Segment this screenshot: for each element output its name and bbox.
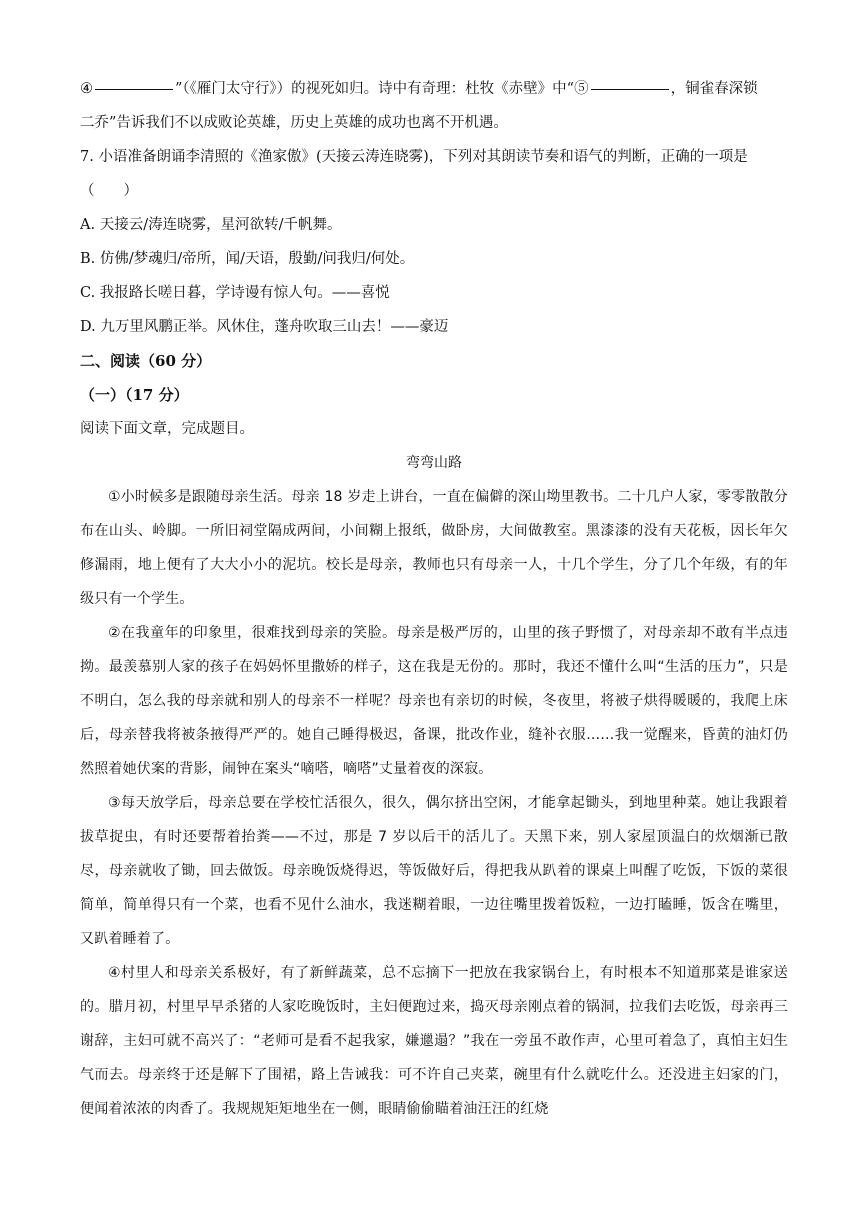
document-page: [80, 72, 788, 1126]
section-heading: 二、阅读（60 分）: [80, 352, 212, 370]
option-d: D. 九万里风鹏正举。风休住，蓬舟吹取三山去！——豪迈: [80, 319, 449, 335]
poem-fill-line-1: [80, 72, 788, 106]
article-paragraph-3: ③每天放学后，母亲总要在学校忙活很久，很久，偶尔挤出空闲，才能拿起锄头，到地里种菜。她让我跟着拔草捉虫，有时还要帮着抬粪——不过，那是 7 岁以后干的活儿了。天黑下来，别人家屋顶温白的炊烟渐已散尽，母亲就收了锄，回去做饭。母亲晚饭烧得迟，等饭做好后，得把我从趴着的课桌上叫醒了吃饭，下饭的菜很简单，简单得只有一个菜，也看不见什么油水，我迷糊着眼，一边往嘴里拨着饭粒，一边打瞌睡，饭含在嘴里，又趴着睡着了。: [80, 795, 788, 947]
answer-blank-5[interactable]: [591, 88, 669, 90]
article-paragraph-2: ②在我童年的印象里，很难找到母亲的笑脸。母亲是极严厉的，山里的孩子野惯了，对母亲却不敢有半点违拗。最羡慕别人家的孩子在妈妈怀里撒娇的样子，这在我是无份的。那时，我还不懂什么叫“生活的压力”，只是不明白，怎么我的母亲就和别人的母亲不一样呢？母亲也有亲切的时候，冬夜里，将被子烘得暖暖的，我爬上床后，母亲替我将被条掖得严严的。她自己睡得极迟，备课，批改作业，缝补衣服……我一觉醒来，昏黄的油灯仍然照着她伏案的背影，闹钟在案头“嘀嗒，嘀嗒”丈量着夜的深寂。: [80, 625, 788, 777]
option-c: C. 我报路长嗟日暮，学诗谩有惊人句。——喜悦: [80, 285, 390, 301]
article-title: 弯弯山路: [406, 455, 462, 471]
question-7-stem: 7. 小语准备朗诵李清照的《渔家傲》(天接云涛连晓雾)，下列对其朗读节奏和语气的判断，正确的一项是: [80, 149, 748, 165]
option-b: B. 仿佛/梦魂归/帝所，闻/天语，殷勤/问我归/何处。: [80, 251, 415, 267]
poem-fill-text: ”（《雁门太守行》）的视死如归。诗中有奇理：杜牧《赤壁》中“⑤: [175, 81, 589, 97]
answer-blank-4[interactable]: [95, 88, 173, 90]
subsection-heading: （一）（17 分）: [80, 386, 189, 404]
poem-fill-line-2: 二乔”告诉我们不以成败论英雄，历史上英雄的成功也离不开机遇。: [80, 115, 508, 131]
blank-number-4: ④: [80, 81, 93, 97]
reading-instruction: 阅读下面文章，完成题目。: [80, 421, 254, 437]
poem-fill-text-end: ，铜雀春深锁: [670, 81, 758, 97]
question-7-answer-bracket: （ ）: [80, 183, 138, 199]
article-paragraph-1: ①小时候多是跟随母亲生活。母亲 18 岁走上讲台，一直在偏僻的深山坳里教书。二十几户人家，零零散散分布在山头、岭脚。一所旧祠堂隔成两间，小间糊上报纸，做卧房，大间做教室。黑漆漆的没有天花板，因长年欠修漏雨，地上便有了大大小小的泥坑。校长是母亲，教师也只有母亲一人，十几个学生，分了几个年级，有的年级只有一个学生。: [80, 489, 788, 607]
option-a: A. 天接云/涛连晓雾，星河欲转/千帆舞。: [80, 217, 342, 233]
article-paragraph-4: ④村里人和母亲关系极好，有了新鲜蔬菜，总不忘摘下一把放在我家锅台上，有时根本不知道那菜是谁家送的。腊月初，村里早早杀猪的人家吃晚饭时，主妇便跑过来，捣灭母亲刚点着的锅洞，拉我们去吃饭，母亲再三谢辞，主妇可就不高兴了：“老师可是看不起我家，嫌邋遢？”我在一旁虽不敢作声，心里可着急了，真怕主妇生气而去。母亲终于还是解下了围裙，路上告诫我：可不许自己夹菜，碗里有什么就吃什么。还没进主妇家的门，便闻着浓浓的肉香了。我规规矩矩地坐在一侧，眼睛偷偷瞄着油汪汪的红烧: [80, 965, 788, 1117]
